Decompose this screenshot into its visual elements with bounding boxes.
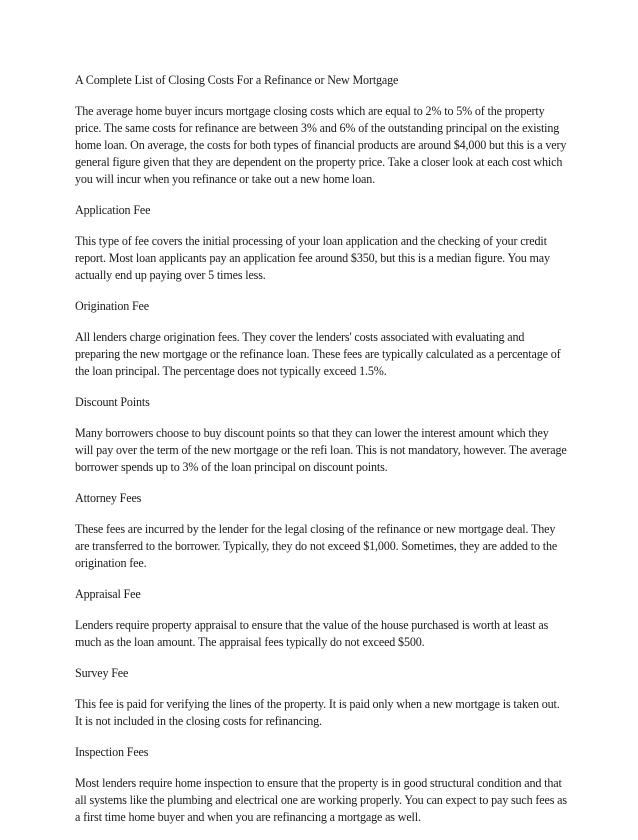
section-heading-inspection-fees: Inspection Fees (75, 745, 149, 759)
section-heading-attorney-fees: Attorney Fees (75, 491, 142, 505)
section-body-survey-fee: This fee is paid for verifying the lines of the property. It is paid only when a new mortgage is taken out. It is not included in the closing costs for refinancing. (75, 697, 560, 728)
document-body (75, 72, 567, 840)
section-body-origination-fee: All lenders charge origination fees. They cover the lenders' costs associated with evaluating and preparing the new mortgage or the refinance loan. These fees are typically calculated as a percentage of the loan principal. The percentage does not typically exceed 1.5%. (75, 330, 561, 378)
section-body-appraisal-fee: Lenders require property appraisal to ensure that the value of the house purchased is worth at least as much as the loan amount. The appraisal fees typically do not exceed $500. (75, 618, 549, 649)
document-title: A Complete List of Closing Costs For a Refinance or New Mortgage (75, 73, 399, 87)
section-heading-origination-fee: Origination Fee (75, 299, 149, 313)
section-heading-discount-points: Discount Points (75, 395, 150, 409)
section-heading-survey-fee: Survey Fee (75, 666, 129, 680)
section-heading-application-fee: Application Fee (75, 203, 151, 217)
section-body-attorney-fees: These fees are incurred by the lender for the legal closing of the refinance or new mortgage deal. They are transferred to the borrower. Typically, they do not exceed $1,000. Sometimes, they are added to the origination fee. (75, 522, 558, 570)
section-heading-appraisal-fee: Appraisal Fee (75, 587, 141, 601)
intro-paragraph: The average home buyer incurs mortgage closing costs which are equal to 2% to 5% of the property price. The same costs for refinance are between 3% and 6% of the outstanding principal on the existing home loan. On average, the costs for both types of financial products are around $4,000 but this is a very general figure given that they are dependent on the property price. Take a closer look at each cost which you will incur when you refinance or take out a new home loan. (75, 104, 567, 186)
section-body-discount-points: Many borrowers choose to buy discount points so that they can lower the interest amount which they will pay over the term of the new mortgage or the refi loan. This is not mandatory, however. The average borrower spends up to 3% of the loan principal on discount points. (75, 426, 567, 474)
section-body-application-fee: This type of fee covers the initial processing of your loan application and the checking of your credit report. Most loan applicants pay an application fee around $350, but this is a median figure. You may actually end up paying over 5 times less. (75, 234, 550, 282)
section-body-inspection-fees: Most lenders require home inspection to ensure that the property is in good structural condition and that all systems like the plumbing and electrical one are working properly. You can expect to pay such fees as a first time home buyer and when you are refinancing a mortgage as well. (75, 776, 567, 824)
